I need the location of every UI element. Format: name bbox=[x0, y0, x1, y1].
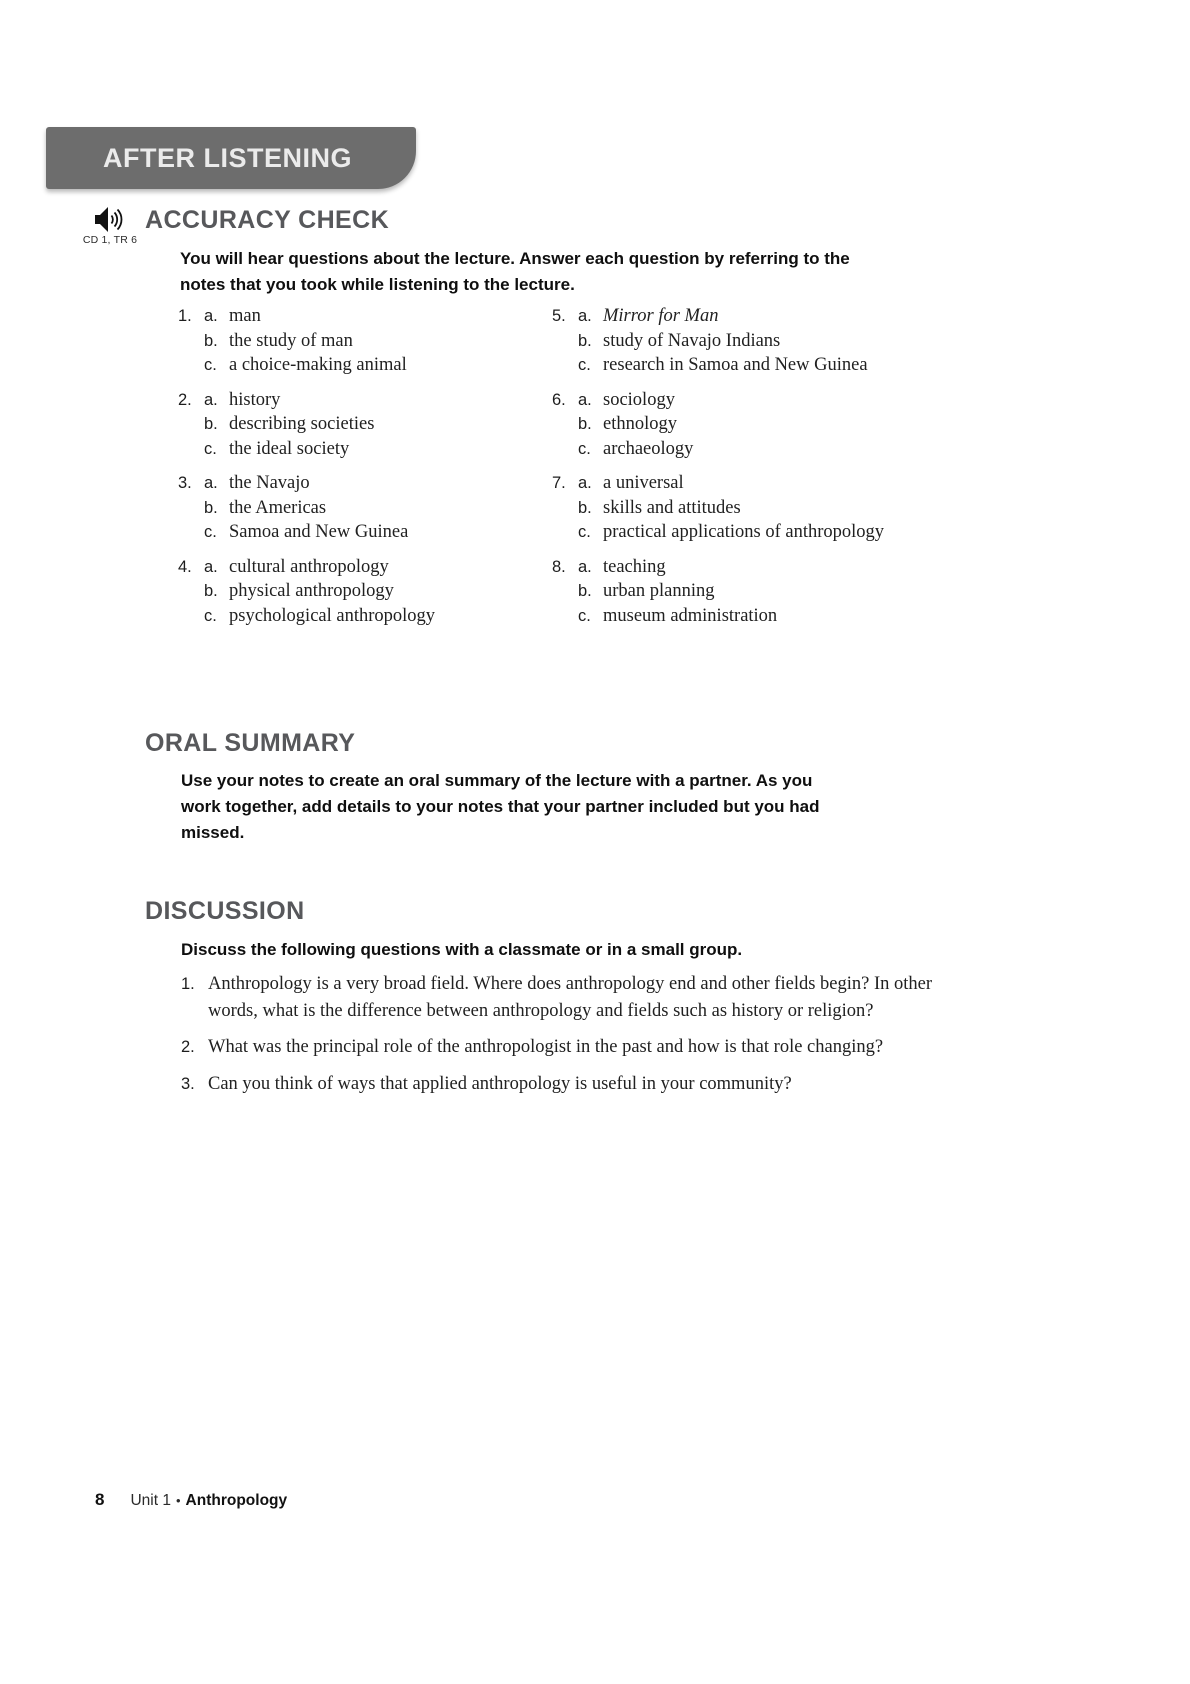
option-letter: c. bbox=[578, 523, 591, 541]
option-letter: a. bbox=[204, 390, 218, 409]
question-option bbox=[578, 496, 992, 521]
questions-column-1 bbox=[178, 304, 550, 638]
oral-summary-instructions: Use your notes to create an oral summary of the lecture with a partner. As you work together, add details to your notes that your partner included but you had missed. bbox=[181, 771, 820, 842]
question-option bbox=[204, 604, 550, 629]
option-letter: b. bbox=[578, 415, 592, 433]
question-number: 2. bbox=[178, 390, 192, 409]
questions-column-2 bbox=[552, 304, 992, 638]
question-item bbox=[178, 388, 550, 462]
option-letter: b. bbox=[204, 498, 218, 517]
option-letter: c. bbox=[204, 523, 217, 541]
section-banner-label: AFTER LISTENING bbox=[103, 143, 352, 173]
question-options bbox=[204, 388, 550, 462]
section-banner bbox=[46, 127, 416, 189]
question-number: 7. bbox=[552, 474, 566, 492]
option-letter: a. bbox=[204, 474, 218, 492]
accuracy-check-instructions: You will hear questions about the lecture. Answer each question by referring to the notes that you took while listening to the lecture. bbox=[180, 249, 850, 294]
option-text: teaching bbox=[603, 556, 666, 577]
page-footer bbox=[95, 1490, 287, 1510]
accuracy-check-heading: ACCURACY CHECK bbox=[145, 206, 390, 234]
discussion-question bbox=[181, 971, 959, 1024]
discussion-intro: Discuss the following questions with a classmate or in a small group. bbox=[181, 940, 743, 959]
question-option bbox=[578, 437, 992, 462]
footer-unit-label: Unit 1 bbox=[130, 1492, 171, 1509]
question-item bbox=[178, 555, 550, 629]
discussion-question-text: What was the principal role of the anthropologist in the past and how is that role changing? bbox=[208, 1037, 884, 1057]
page-number: 8 bbox=[95, 1490, 105, 1509]
question-option bbox=[578, 353, 992, 378]
option-text: physical anthropology bbox=[229, 581, 394, 601]
question-option bbox=[578, 579, 992, 604]
option-text: cultural anthropology bbox=[229, 556, 389, 577]
question-option bbox=[204, 304, 550, 329]
option-letter: a. bbox=[578, 474, 592, 492]
question-option bbox=[204, 412, 550, 437]
option-text: ethnology bbox=[603, 414, 677, 434]
question-options bbox=[578, 471, 992, 545]
question-options bbox=[578, 555, 992, 629]
discussion-heading: DISCUSSION bbox=[145, 897, 305, 925]
question-option bbox=[578, 604, 992, 629]
question-item bbox=[552, 304, 992, 378]
question-item bbox=[552, 388, 992, 462]
question-option bbox=[204, 437, 550, 462]
option-text: museum administration bbox=[603, 605, 778, 626]
audio-track-label: CD 1, TR 6 bbox=[82, 234, 138, 246]
question-option bbox=[578, 555, 992, 580]
speaker-icon bbox=[93, 206, 127, 233]
option-text: archaeology bbox=[603, 438, 694, 459]
option-letter: b. bbox=[578, 498, 592, 517]
audio-track-marker bbox=[78, 206, 142, 246]
question-number: 5. bbox=[552, 307, 566, 325]
question-options bbox=[578, 304, 992, 378]
question-options bbox=[204, 555, 550, 629]
option-letter: c. bbox=[578, 606, 591, 625]
question-number: 8. bbox=[552, 557, 566, 576]
option-text: study of Navajo Indians bbox=[603, 330, 781, 351]
option-text: research in Samoa and New Guinea bbox=[603, 355, 868, 375]
option-text: the Americas bbox=[229, 497, 327, 518]
option-text: psychological anthropology bbox=[229, 605, 436, 626]
question-item bbox=[178, 471, 550, 545]
question-option bbox=[204, 388, 550, 413]
question-option bbox=[204, 471, 550, 496]
option-letter: a. bbox=[578, 557, 592, 576]
option-text: the ideal society bbox=[229, 438, 350, 459]
option-letter: b. bbox=[578, 331, 592, 350]
option-letter: b. bbox=[204, 415, 218, 433]
option-letter: c. bbox=[204, 439, 217, 458]
footer-unit-title: Anthropology bbox=[185, 1492, 288, 1509]
question-options bbox=[204, 471, 550, 545]
option-letter: c. bbox=[204, 356, 217, 374]
discussion-question-number: 2. bbox=[181, 1038, 195, 1056]
option-text: the Navajo bbox=[229, 473, 310, 493]
option-text: the study of man bbox=[229, 330, 353, 351]
option-letter: b. bbox=[204, 582, 218, 600]
question-option bbox=[578, 412, 992, 437]
question-item bbox=[552, 471, 992, 545]
question-number: 1. bbox=[178, 307, 192, 325]
option-letter: b. bbox=[204, 331, 218, 350]
discussion-question-number: 3. bbox=[181, 1074, 195, 1093]
discussion-question-number: 1. bbox=[181, 975, 195, 993]
option-text: sociology bbox=[603, 389, 675, 410]
option-letter: c. bbox=[578, 356, 591, 374]
option-letter: a. bbox=[204, 307, 218, 325]
question-option bbox=[204, 520, 550, 545]
option-letter: c. bbox=[204, 606, 217, 625]
option-text: Mirror for Man bbox=[603, 306, 719, 326]
option-text: a universal bbox=[603, 473, 684, 493]
discussion-question-text: Anthropology is a very broad field. Where does anthropology end and other fields begin? In other words, what is the difference between anthropology and fields such as history or religion? bbox=[208, 974, 933, 1021]
question-number: 6. bbox=[552, 390, 566, 409]
discussion-question-list bbox=[181, 971, 959, 1107]
option-text: describing societies bbox=[229, 414, 375, 434]
option-text: Samoa and New Guinea bbox=[229, 522, 409, 542]
option-text: practical applications of anthropology bbox=[603, 522, 885, 542]
question-option bbox=[204, 555, 550, 580]
question-number: 3. bbox=[178, 474, 192, 492]
question-number: 4. bbox=[178, 557, 192, 576]
discussion-question-text: Can you think of ways that applied anthropology is useful in your community? bbox=[208, 1073, 792, 1094]
question-item bbox=[178, 304, 550, 378]
question-option bbox=[578, 471, 992, 496]
question-option bbox=[578, 520, 992, 545]
option-text: man bbox=[229, 306, 261, 326]
option-text: urban planning bbox=[603, 581, 715, 601]
option-text: a choice-making animal bbox=[229, 355, 407, 375]
option-text: skills and attitudes bbox=[603, 497, 741, 518]
question-option bbox=[578, 329, 992, 354]
question-option bbox=[578, 388, 992, 413]
option-letter: b. bbox=[578, 582, 592, 600]
option-letter: a. bbox=[578, 390, 592, 409]
question-option bbox=[204, 329, 550, 354]
question-option bbox=[204, 579, 550, 604]
option-letter: a. bbox=[204, 557, 218, 576]
question-item bbox=[552, 555, 992, 629]
discussion-question bbox=[181, 1071, 959, 1098]
option-text: history bbox=[229, 389, 281, 410]
option-letter: a. bbox=[578, 307, 592, 325]
oral-summary-heading: ORAL SUMMARY bbox=[145, 729, 356, 757]
question-options bbox=[578, 388, 992, 462]
question-options bbox=[204, 304, 550, 378]
question-option bbox=[578, 304, 992, 329]
discussion-question bbox=[181, 1034, 959, 1061]
question-option bbox=[204, 496, 550, 521]
footer-separator-bullet: • bbox=[175, 1493, 181, 1508]
option-letter: c. bbox=[578, 439, 591, 458]
question-option bbox=[204, 353, 550, 378]
